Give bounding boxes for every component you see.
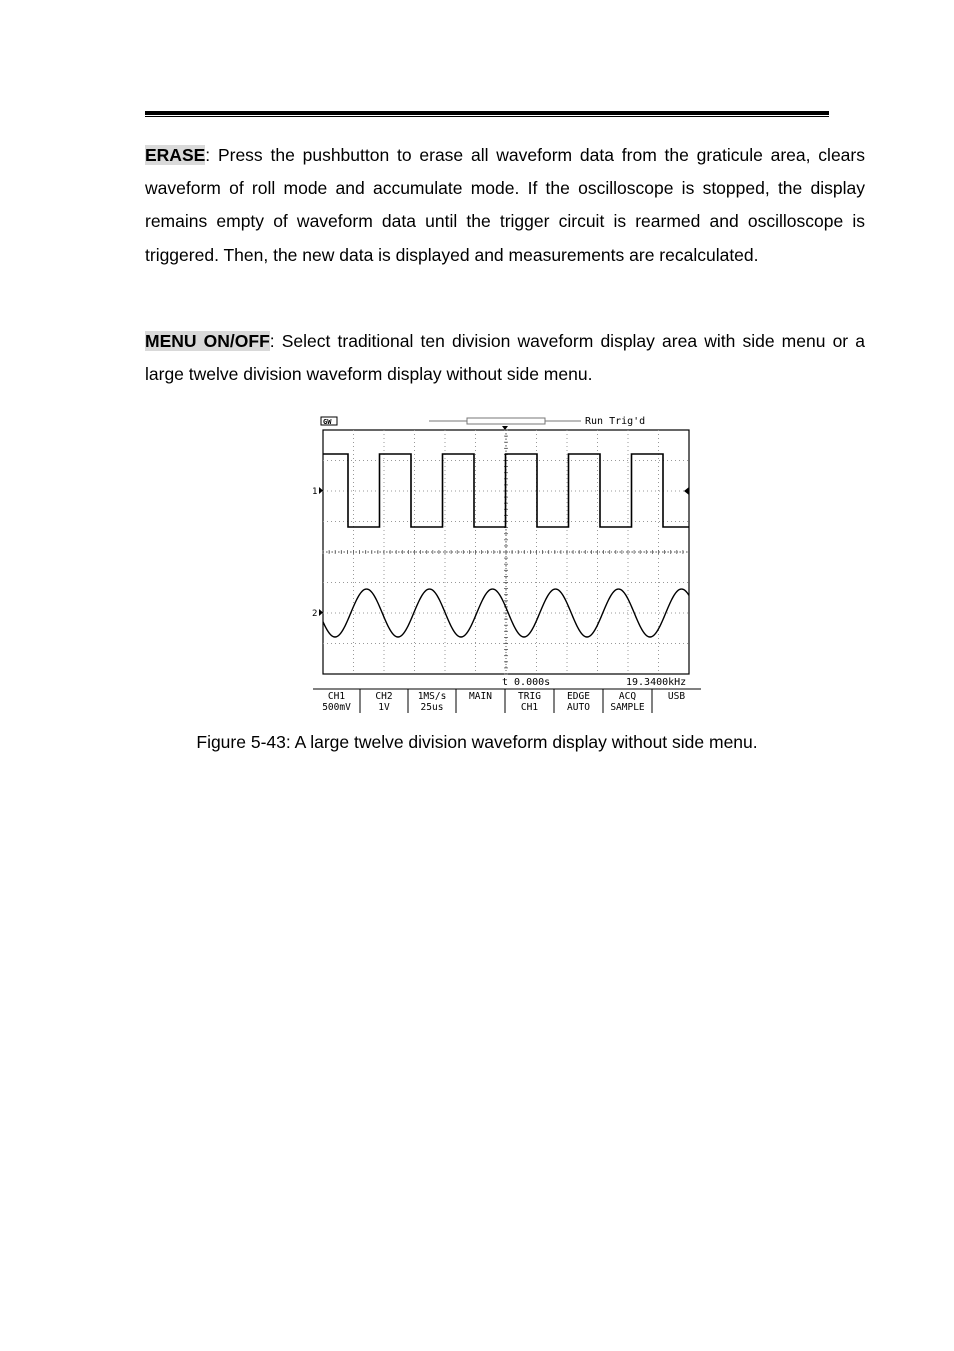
run-status: Run Trig'd — [585, 416, 646, 427]
erase-keyword: ERASE — [145, 145, 206, 165]
erase-paragraph — [145, 139, 865, 272]
status-cell-top: TRIG — [518, 691, 541, 702]
frequency-readout: 19.3400kHz — [626, 677, 687, 688]
logo-text: GW — [323, 418, 332, 426]
header-rule — [145, 111, 829, 115]
ch1-pointer-icon — [319, 487, 323, 494]
status-cell-top: 1MS/s — [417, 691, 447, 702]
trigger-position-marker — [502, 426, 508, 430]
status-cell-top: MAIN — [469, 691, 492, 702]
status-bar — [322, 689, 685, 713]
status-cell-top: ACQ — [618, 691, 637, 702]
erase-description: : Press the pushbutton to erase all waveform data from the graticule area, clears waveform of roll mode and accumulate mode. If the oscilloscope is stopped, the display remains empty of waveform data until the trigger circuit is rearmed and oscilloscope is triggered. Then, the new data is displayed and measurements are recalculated. — [145, 145, 865, 265]
status-cell-top: EDGE — [567, 691, 590, 702]
ch2-pointer-icon — [319, 609, 323, 616]
figure-caption: Figure 5-43: A large twelve division waveform display without side menu. — [196, 732, 758, 752]
memory-window — [467, 418, 545, 424]
menu-paragraph — [145, 325, 865, 391]
time-offset: t 0.000s — [502, 677, 551, 688]
menu-description: : Select traditional ten division waveform display area with side menu or a large twelve division waveform display without side menu. — [145, 331, 865, 385]
status-cell-top: CH1 — [327, 691, 346, 702]
ch1-marker: 1 — [312, 487, 318, 497]
oscilloscope-screenshot — [309, 413, 703, 715]
status-cell-bottom: 1V — [378, 702, 390, 713]
status-cell-top: USB — [667, 691, 686, 702]
status-cell-bottom: SAMPLE — [610, 702, 645, 713]
status-cell-bottom: CH1 — [520, 702, 539, 713]
status-cell-top: CH2 — [375, 691, 393, 702]
header-rule-thin — [145, 116, 829, 117]
status-cell-bottom: 25us — [420, 702, 444, 713]
status-cell-bottom: 500mV — [322, 702, 351, 713]
status-cell-bottom: AUTO — [567, 702, 590, 713]
menu-keyword: MENU ON/OFF — [145, 331, 270, 351]
ch2-marker: 2 — [312, 609, 318, 619]
